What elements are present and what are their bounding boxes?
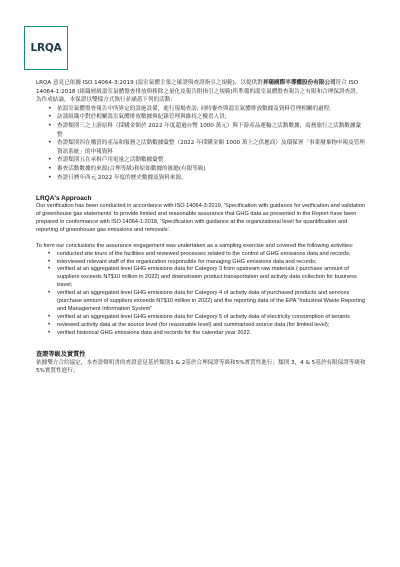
list-item: • 查證類別三之上游原料（採購金額於 2022 年度超過台幣 1000 萬元）與下游產品運輸之活動數據，商務旅行之活動數據彙整 — [57, 122, 366, 139]
levels-heading: 查證等級及實質性 — [36, 350, 86, 358]
logo-text: LRQA — [30, 42, 62, 54]
list-item: • verified at an aggregated level GHG emissions data for Category 3 from upstream raw materials ( purchase amount of suppliers exceeds NT$10 million in 2022) and downstream product transportation and activity data collection for business travel; — [57, 266, 366, 290]
intro-part1: LRQA 意見已依據 ISO 14064-3:2019 (溫室氣體主張之確證與查證指引之規範)，以提供對 — [36, 80, 263, 86]
list-item: • 查證日曆年西元 2022 年度的歷史數據及資料來源。 — [57, 174, 366, 183]
activities-list-en — [36, 251, 366, 338]
activities-list-zh — [36, 105, 366, 182]
intro-part2: 符合 ISO 14064-1:2018 (組織層級溫室氣體盤查排放與移除之量化及報告附指引之規範)所準備的溫室氣體盤查報告之有限和合理保證查證。 — [36, 80, 362, 95]
list-item: • 依溫室氣體盤查報告中所界定的設施設備，進行現場查訪; 同時審查與溫室氣體排放數據及資料管理相關的過程; — [57, 105, 366, 114]
scope-paragraph-en: To form our conclusions the assurance engagement was undertaken as a sampling exercise and covered the following activities: — [36, 242, 354, 249]
list-item: • 查證類別五在承租戶用電量之活動數據彙整 — [57, 156, 366, 165]
scope-paragraph-zh: 為作成結論，本保證以雙樣方式執行並涵蓋下列的活動: — [36, 97, 173, 104]
list-item: • verified historical GHG emissions data and records for the calendar year 2022. — [57, 330, 366, 338]
list-item: • 查證類別四在購買的產品和服務之活動數據彙整（2022 年採購金額 1000 萬上之供應商）及環保署「事業廢棄物申報及管理資訊系統」的申報資料 — [57, 139, 366, 156]
lrqa-logo — [24, 26, 68, 70]
list-item: • verified at an aggregated level GHG emissions data for Category 4 of activity data of purchased products and services (purchase amount of suppliers exceeds NT$10 million in 2022) and the reporting data of the EPA “Industrial Waste Reporting and Management Information System” — [57, 290, 366, 314]
company-name: 昇陽國際半導體股份有限公司 — [262, 80, 336, 86]
levels-paragraph-zh: 依據雙方合約協定，本查證聲明書的查證意見基於類別1 & 2基於合理保證等級和5%實質性進行；類別 3，4 & 5基於有限保證等級和5%實質性進行； — [36, 359, 366, 375]
list-item: • interviewed relevant staff of the organization responsible for managing GHG emissions data and records; — [57, 259, 366, 267]
document-body — [36, 79, 366, 376]
approach-heading: LRQA's Approach — [36, 195, 92, 203]
approach-paragraph: Our verification has been conducted in accordance with ISO 14064-3:2019, ‘Specification with guidance for verification and validation of greenhouse gas statements’ to provide limited and reasonable assurance that GHG data as presented in the Report have been prepared in conformance with ISO 14064-1:2018, ‘Specification with guidance at the organizational level for quantification and reporting of greenhouse gas emissions and removals’. — [36, 203, 365, 233]
intro-paragraph-zh — [36, 79, 366, 96]
list-item: • verified at an aggregated level GHG emissions data for Category 5 of activity data of electricity consumption of tenants — [57, 314, 366, 322]
list-item: • conducted site tours of the facilities and reviewed processes related to the control of GHG emissions data and records; — [57, 251, 366, 259]
list-item: • reviewed activity data at the source level (for reasonable level) and summarised source data (for limited level); — [57, 322, 366, 330]
list-item: • 訪談組織中對於相關溫室氣體排放數據與紀錄管理與維持之權責人員; — [57, 113, 366, 122]
list-item: • 審查活動數據的來源(合理等級)和原始數據的匯總(有限等級) — [57, 165, 366, 174]
